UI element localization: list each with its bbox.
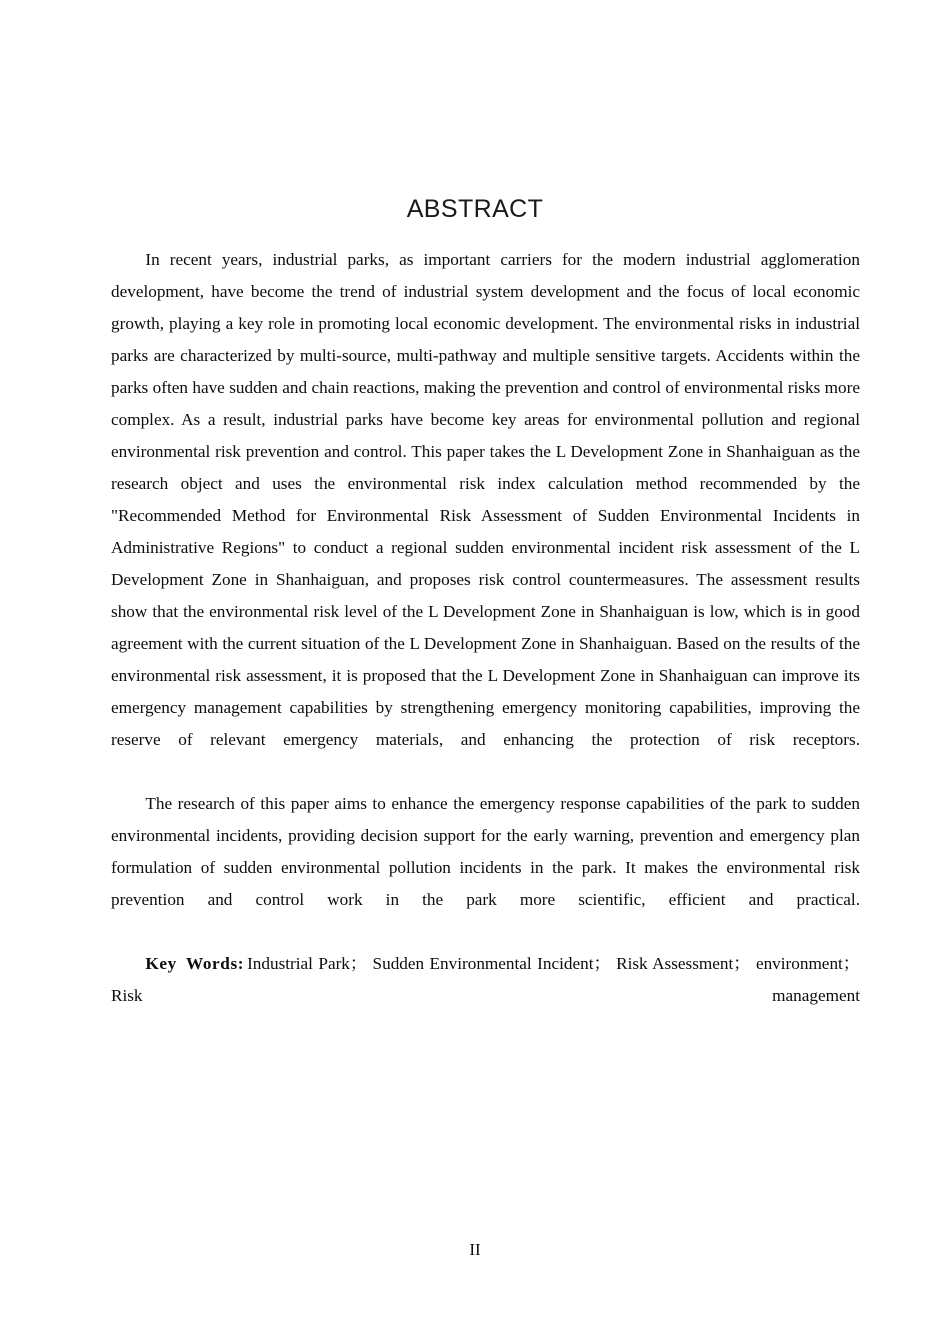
keywords-label: Key Words: [145, 954, 245, 973]
keywords-values: Industrial Park； Sudden Environmental Incident； Risk Assessment； environment；Risk management [111, 954, 860, 1005]
keywords-line [111, 948, 860, 1044]
page-title: ABSTRACT [406, 194, 544, 223]
abstract-body [111, 244, 860, 1044]
page-number-footer: II [469, 1240, 481, 1259]
abstract-paragraph-1: In recent years, industrial parks, as important carriers for the modern industrial agglomeration development, have become the trend of industrial system development and the focus of local economic growth, playing a key role in promoting local economic development. The environmental risks in industrial parks are characterized by multi-source, multi-pathway and multiple sensitive targets. Accidents within the parks often have sudden and chain reactions, making the prevention and control of environmental risks more complex. As a result, industrial parks have become key areas for environmental pollution and regional environmental risk prevention and control. This paper takes the L Development Zone in Shanhaiguan as the research object and uses the environmental risk index calculation method recommended by the "Recommended Method for Environmental Risk Assessment of Sudden Environmental Incidents in Administrative Regions" to conduct a regional sudden environmental incident risk assessment of the L Development Zone in Shanhaiguan, and proposes risk control countermeasures. The assessment results show that the environmental risk level of the L Development Zone in Shanhaiguan is low, which is in good agreement with the current situation of the L Development Zone in Shanhaiguan. Based on the results of the environmental risk assessment, it is proposed that the L Development Zone in Shanhaiguan can improve its emergency management capabilities by strengthening emergency monitoring capabilities, improving the reserve of relevant emergency materials, and enhancing the protection of risk receptors. [111, 250, 860, 749]
abstract-paragraph-2: The research of this paper aims to enhance the emergency response capabilities of the park to sudden environmental incidents, providing decision support for the early warning, prevention and emergency plan formulation of sudden environmental pollution incidents in the park. It makes the environmental risk prevention and control work in the park more scientific, efficient and practical. [111, 794, 860, 909]
